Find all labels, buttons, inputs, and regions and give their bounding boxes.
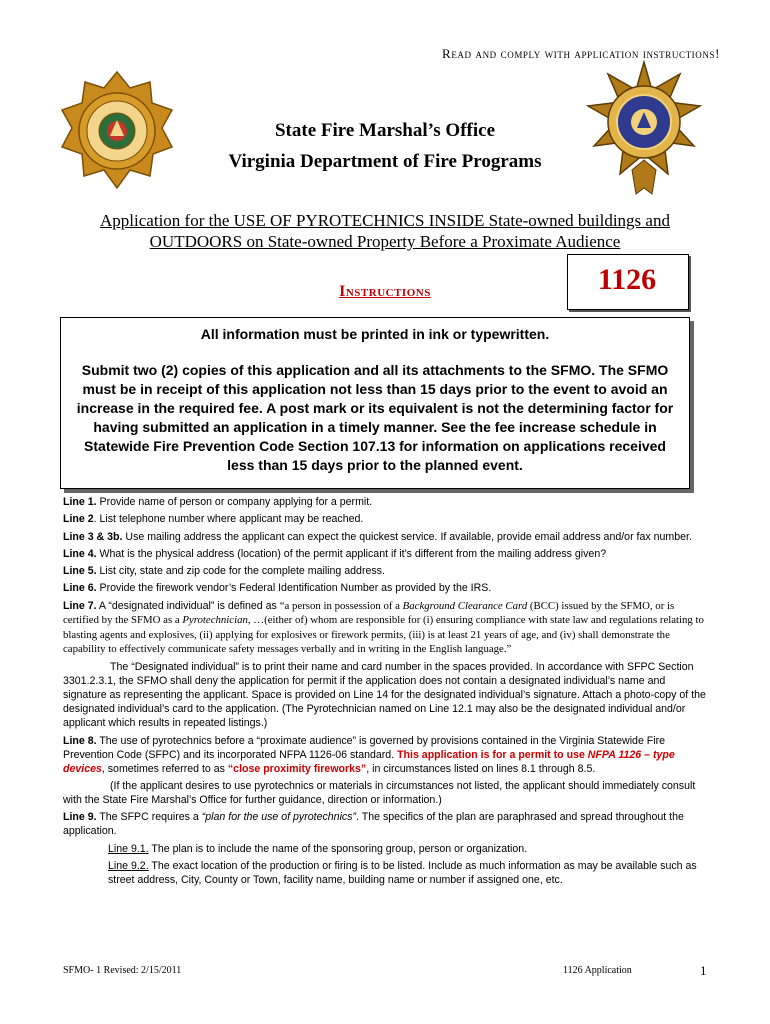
line-7: Line 7. A “designated individual” is defined as “a person in possession of a Background Clearance Card (BCC) issued by the SFMO, or is certified by the SFMO as a Pyrotechnician, …(either of) whom are responsible for (i) ensuring compliance with state law and regulations relating to blasting agents and explosives, (ii) applying for explosives or firework permits, (iii) is at least 21 years of age, and (iv) shall demonstrate the capability to effectively communicate safety messages verbally and in writing in the English language.” [63,599,704,656]
department-name: Virginia Department of Fire Programs [228,151,542,172]
page-number: 1 [700,963,707,978]
application-title: Application for the USE OF PYROTECHNICS INSIDE State-owned buildings and OUTDOORS on State-owned Property Before a Proximate Audience [100,211,670,251]
line-5: Line 5. List city, state and zip code for the complete mailing address. [63,565,385,578]
footer-revision: SFMO- 1 Revised: 2/15/2011 [63,965,182,976]
line-2: Line 2. List telephone number where applicant may be reached. [63,513,364,526]
line-8: Line 8. The use of pyrotechnics before a “proximate audience” is governed by provisions contained in the Virginia Statewide Fire Prevention Code (SFPC) and its incorporated NFPA 1126-06 standard. This application is for a permit to use NFPA 1126 – type devices, sometimes referred to as “close proximity fireworks”, in circumstances listed on lines 8.1 through 8.5. [63,734,675,775]
line-9-2: Line 9.2. The exact location of the production or firing is to be listed. Include as much information as may be available such as street address, City, County or Town, facility name, building name or number if assigned one, etc. [108,860,697,887]
line-instructions [63,495,706,890]
info-submission-notice: Submit two (2) copies of this application and all its attachments to the SFMO. The SFMO must be in receipt of this application not less than 15 days prior to the event to avoid an increase in the required fee. A post mark or its equivalent is not the determining factor for having submitted an application in a timely manner. See the fee increase schedule in Statewide Fire Prevention Code Section 107.13 for information on applications received less than 15 days prior to the planned event. [76,362,674,473]
instructions-heading: Instructions [339,283,431,300]
line-6: Line 6. Provide the firework vendor’s Federal Identification Number as provided by the IRS. [63,582,492,595]
line-7-designated-individual: The “Designated individual” is to print their name and card number in the spaces provided. In accordance with SFPC Section 3301.2.3.1, the SFMO shall deny the application for permit if the application does not contain a designated individual’s name and signature as representing the applicant. Space is provided on Line 14 for the designated individual’s signature. Attach a photo-copy of the designated individual’s card to the application. (The Pyrotechnician named on Line 12.1 may also be the designated individual and/or applicant which results in repeated listings.) [63,660,706,730]
line-4: Line 4. What is the physical address (location) of the permit applicant if it’s different from the mailing address given? [63,547,607,560]
compliance-notice: Read and comply with application instructions! [442,46,720,61]
line-1: Line 1. Provide name of person or company applying for a permit. [63,496,373,508]
line-9-1: Line 9.1. The plan is to include the name of the sponsoring group, person or organization. [108,842,528,855]
line-3: Line 3 & 3b. Use mailing address the applicant can expect the quickest service. If available, provide email address and/or fax number. [63,530,692,543]
line-9: Line 9. The SFPC requires a “plan for the use of pyrotechnics”. The specifics of the plan are paraphrased and spread throughout the application. [63,811,684,838]
line-8-consult-note: (If the applicant desires to use pyrotechnics or materials in circumstances not listed, the applicant should immediately consult with the State Fire Marshal’s Office for further guidance, direction or information.) [63,780,696,807]
footer-application: 1126 Application [563,965,632,976]
form-number: 1126 [597,263,657,296]
office-name: State Fire Marshal’s Office [274,120,495,141]
info-ink-notice: All information must be printed in ink or typewritten. [200,326,550,342]
